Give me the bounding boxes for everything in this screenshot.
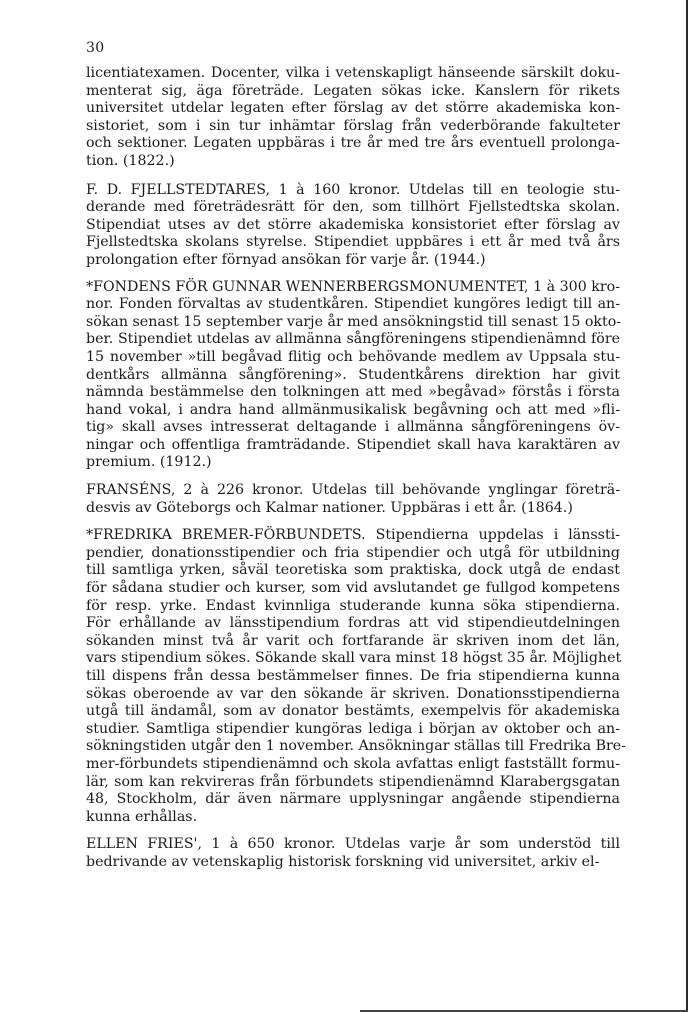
text-line: tig» skall avses intresserat deltagande i allmänna sångföreningens öv- [86,419,620,436]
text-line: till dispens från dessa bestämmelser finnes. De fria stipendierna kunna [86,668,620,684]
text-line: sökningstiden utgår den 1 november. Ansökningar ställas till Fredrika Bre- [86,738,626,755]
text-line: dentkårs allmänna sångförening». Studentkårens direktion har givit [86,366,620,383]
text-line: desvis av Göteborgs och Kalmar nationer. Uppbäras i ett år. (1864.) [86,499,573,516]
paragraph-licentiate-continuation [86,65,620,171]
text-line: sistoriet, som i sin tur inhämtar förslag från vederbörande fakulteter [86,117,620,134]
text-line: ningar och offentliga framträdande. Stipendiet skall hava karaktären av [86,436,620,453]
paragraph-ellen-fries [86,836,620,871]
text-line: 48, Stockholm, där även närmare upplysningar angående stipendierna [86,791,620,808]
text-line: sökas oberoende av var den sökande är skriven. Donationsstipendierna [86,685,620,702]
paragraph-fransens [86,482,620,517]
text-line: sökanden minst två år varit och fortfarande är skriven inom det län, [86,632,620,649]
text-line: F. D. FJELLSTEDTARES, 1 à 160 kronor. Utdelas till en teologie stu- [86,181,620,198]
text-line: universitet utdelar legaten efter förslag av det större akademiska kon- [86,100,620,117]
text-line: mer-förbundets stipendienämnd och skola avfattas enligt fastställt formu- [86,755,620,772]
paragraph-gunnar-wennerberg [86,279,620,473]
text-line: nor. Fonden förvaltas av studentkåren. Stipendiet kungöres ledigt till an- [86,296,620,313]
text-line: kunna erhållas. [86,808,198,825]
text-line: och sektioner. Legaten uppbäras i tre år med tre års eventuell prolonga- [86,135,620,152]
text-line: tion. (1822.) [86,152,175,169]
text-line: FRANSÉNS, 2 à 226 kronor. Utdelas till behövande ynglingar företrä- [86,482,620,499]
text-line: vars stipendium sökes. Sökande skall vara minst 18 högst 35 år. Möjlighet [86,650,622,667]
body-text [86,65,626,872]
text-line: derande med företrädesrätt för den, som tillhört Fjellstedtska skolan. [86,199,620,216]
text-line: *FONDENS FÖR GUNNAR WENNERBERGSMONUMENTET, 1 à 300 kro- [86,278,620,295]
text-line: licentiatexamen. Docenter, vilka i vetenskapligt hänseende särskilt doku- [86,65,620,81]
text-line: Fjellstedtska skolans styrelse. Stipendiet uppbäres i ett år med två års [86,234,620,251]
text-line: ber. Stipendiet utdelas av allmänna sångföreningens stipendienämnd före [86,331,620,348]
text-line: *FREDRIKA BREMER-FÖRBUNDETS. Stipendierna uppdelas i länssti- [86,527,620,544]
text-line: bedrivande av vetenskaplig historisk forskning vid universitet, arkiv el- [86,853,600,870]
text-line: för resp. yrke. Endast kvinnliga studerande kunna söka stipendierna. [86,597,620,614]
text-line: hand vokal, i andra hand allmänmusikalisk begåvning och att med »fli- [86,401,620,418]
paragraph-fjellstedtares [86,182,620,270]
page-number: 30 [86,40,105,56]
text-line: pendier, donationsstipendier och fria stipendier och utgå för utbildning [86,544,620,561]
text-line: för sådana studier och kurser, som vid avslutandet ge fullgod kompetens [86,580,620,597]
text-line: 15 november »till begåvad flitig och behövande medlem av Uppsala stu- [86,348,620,365]
text-line: ELLEN FRIES', 1 à 650 kronor. Utdelas varje år som understöd till [86,836,620,853]
text-line: till samtliga yrken, såväl teoretiska som praktiska, dock utgå de endast [86,562,620,579]
text-line: lär, som kan rekvireras från förbundets stipendienämnd Klarabergsgatan [86,773,620,790]
text-line: prolongation efter förnyad ansökan för varje år. (1944.) [86,251,486,268]
text-line: utgå till ändamål, som av donator bestämts, exempelvis för akademiska [86,703,620,720]
paragraph-fredrika-bremer [86,527,626,826]
text-line: premium. (1912.) [86,454,212,471]
text-line: Stipendiat utses av det större akademiska konsistoriet efter förslag av [86,216,620,233]
text-line: sökan senast 15 september varje år med ansökningstid till senast 15 okto- [86,313,622,330]
text-line: menterat sig, äga företräde. Legaten sökas icke. Kanslern för rikets [86,82,620,99]
text-line: För erhållande av länsstipendium fordras att vid stipendieutdelningen [86,615,620,632]
text-line: nämnda bestämmelse den tolkningen att med »begåvad» förstås i första [86,384,620,401]
text-line: studier. Samtliga stipendier kungöras lediga i början av oktober och an- [86,720,620,737]
